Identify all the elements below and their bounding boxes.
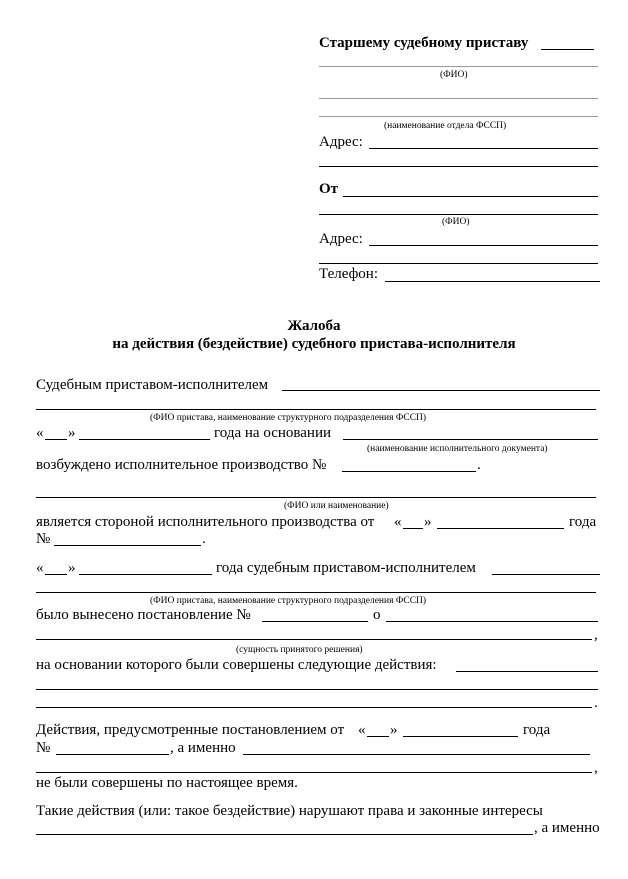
year-by-bailiff: года судебным приставом-исполнителем [216, 560, 476, 576]
number-blank-1[interactable] [54, 545, 201, 546]
about-word: о [373, 607, 381, 623]
bailiff-line[interactable] [282, 390, 600, 391]
quote-close-4: » [390, 722, 398, 738]
month-blank-2[interactable] [437, 528, 564, 529]
from-line[interactable] [343, 196, 598, 197]
year-word-1: года [569, 514, 597, 530]
namely-line-2[interactable] [36, 772, 592, 773]
quote-close-1: » [68, 425, 76, 441]
comma-2: , [594, 760, 598, 776]
address-line[interactable] [369, 148, 598, 149]
initiated-text: возбуждено исполнительное производство № [36, 457, 327, 473]
address-line-3[interactable] [369, 245, 598, 246]
title-line-2: на действия (бездействие) судебного пристава-исполнителя [112, 336, 516, 352]
period-3: . [594, 695, 598, 711]
number-sign-1: № [36, 531, 51, 547]
address-line-2[interactable] [319, 166, 598, 167]
address-label: Адрес: [319, 134, 363, 150]
recipient-blank[interactable] [541, 49, 594, 50]
not-done-text: не были совершены по настоящее время. [36, 775, 298, 791]
quote-open-1: « [36, 425, 44, 441]
bailiff-line-3[interactable] [492, 574, 600, 575]
from-line-2[interactable] [319, 214, 598, 215]
based-on-text: на основании которого были совершены следующие действия: [36, 657, 437, 673]
from-label: От [319, 181, 339, 197]
number-blank-2[interactable] [56, 754, 169, 755]
period-1: . [477, 457, 481, 473]
bailiff-caption: (ФИО пристава, наименование структурного подразделения ФССП) [150, 413, 427, 423]
resolution-subject-line-2[interactable] [36, 639, 592, 640]
dept-caption: (наименование отдела ФССП) [384, 121, 507, 131]
day-blank-2[interactable] [403, 528, 423, 529]
year-word-2: года [523, 722, 551, 738]
case-number-blank[interactable] [342, 471, 476, 472]
quote-open-2: « [394, 514, 402, 530]
exec-doc-caption: (наименование исполнительного документа) [367, 444, 548, 454]
fio-caption: (ФИО) [440, 70, 468, 80]
phone-label: Телефон: [319, 266, 378, 282]
resolution-issued: было вынесено постановление № [36, 607, 251, 623]
actions-line-1[interactable] [456, 671, 598, 672]
namely-2: , а именно [534, 820, 600, 836]
quote-open-4: « [358, 722, 366, 738]
phone-line[interactable] [385, 281, 600, 282]
dept-line-1[interactable] [319, 98, 598, 99]
bailiff-line-2[interactable] [36, 409, 596, 410]
bailiff-line-4[interactable] [36, 592, 596, 593]
exec-doc-line[interactable] [343, 439, 598, 440]
resolution-number-blank[interactable] [262, 621, 368, 622]
resolution-subject-line[interactable] [386, 621, 598, 622]
year-on-basis: года на основании [214, 425, 332, 441]
period-2: . [202, 531, 206, 547]
address-label-2: Адрес: [319, 231, 363, 247]
day-blank-1[interactable] [45, 439, 67, 440]
month-blank-4[interactable] [403, 736, 518, 737]
month-blank-3[interactable] [79, 574, 212, 575]
quote-close-3: » [68, 560, 76, 576]
number-sign-2: № [36, 740, 51, 756]
namely-line-1[interactable] [243, 754, 590, 755]
essence-caption: (сущность принятого решения) [236, 645, 363, 655]
address-line-4[interactable] [319, 263, 598, 264]
violate-line[interactable] [36, 834, 533, 835]
day-blank-3[interactable] [45, 574, 67, 575]
violate-text: Такие действия (или: такое бездействие) нарушают права и законные интересы [36, 803, 543, 819]
title-line-1: Жалоба [287, 318, 341, 334]
fio-name-caption: (ФИО или наименование) [284, 501, 389, 511]
recipient-label: Старшему судебному приставу [319, 35, 529, 51]
is-party-text: является стороной исполнительного производства от [36, 514, 375, 530]
actions-start: Действия, предусмотренные постановлением от [36, 722, 345, 738]
quote-open-3: « [36, 560, 44, 576]
day-blank-4[interactable] [367, 736, 389, 737]
p1-start: Судебным приставом-исполнителем [36, 377, 269, 393]
recipient-fio-line[interactable] [319, 66, 598, 67]
dept-line-2[interactable] [319, 116, 598, 117]
comma-1: , [594, 627, 598, 643]
actions-line-3[interactable] [36, 707, 592, 708]
bailiff-caption-2: (ФИО пристава, наименование структурного подразделения ФССП) [150, 596, 427, 606]
party-line[interactable] [36, 497, 596, 498]
actions-line-2[interactable] [36, 689, 598, 690]
fio-caption-2: (ФИО) [442, 217, 470, 227]
quote-close-2: » [424, 514, 432, 530]
namely-1: , а именно [170, 740, 236, 756]
month-blank-1[interactable] [79, 439, 210, 440]
